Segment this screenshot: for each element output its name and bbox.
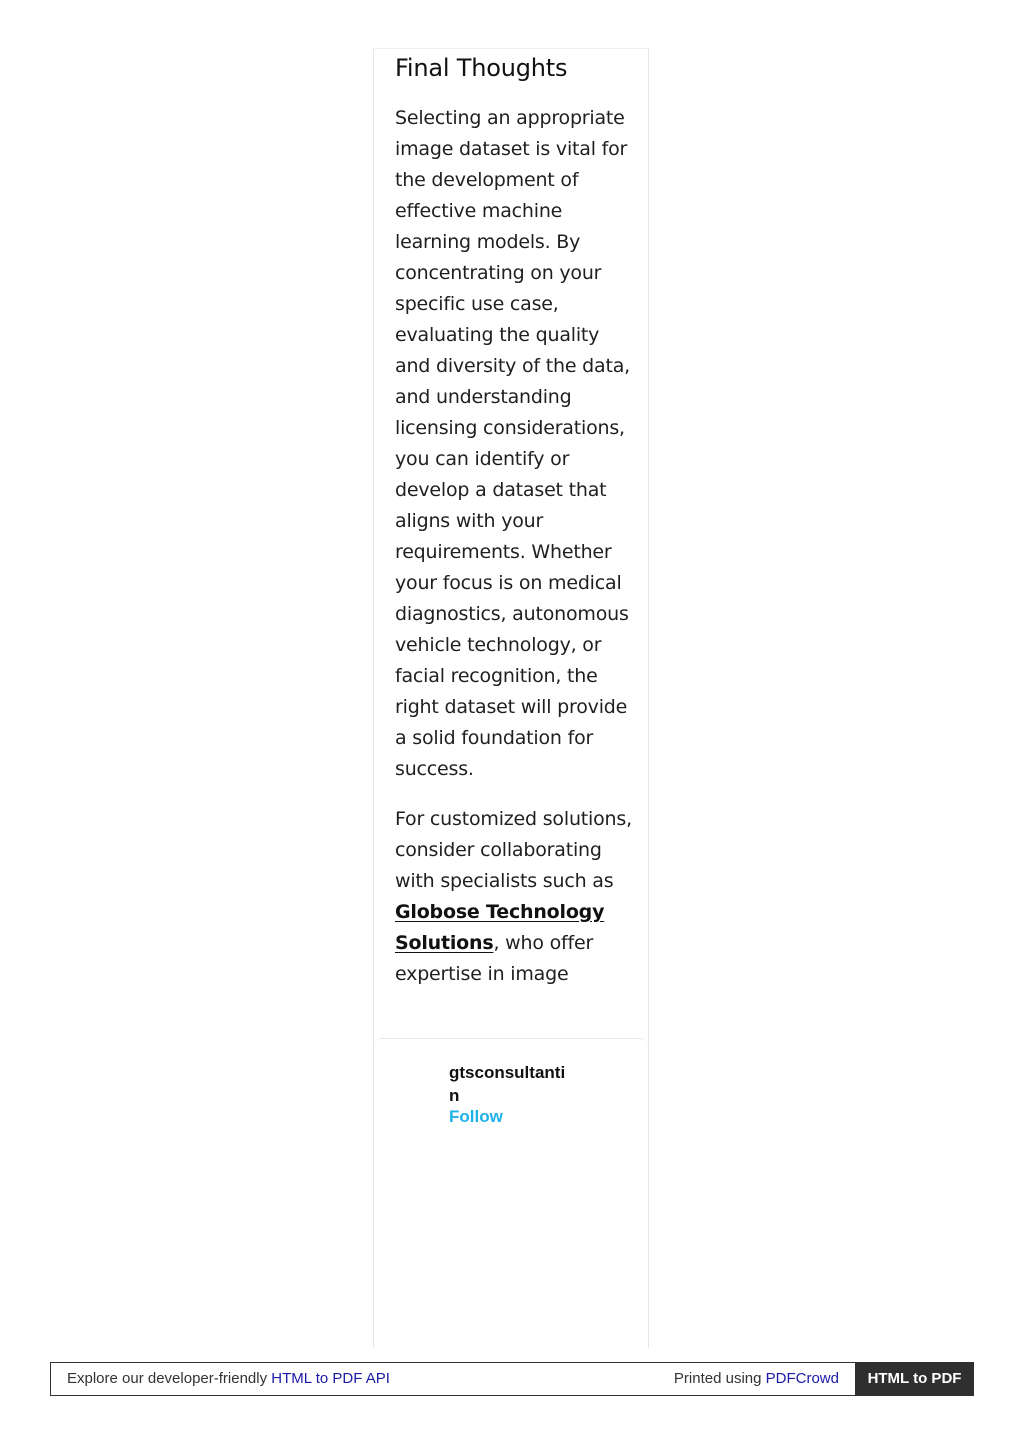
follow-button[interactable]: Follow	[449, 1107, 503, 1126]
article-paragraph	[395, 804, 635, 990]
article-paragraph: Selecting an appropriate image dataset is vital for the development of effective machine learning models. By concentrating on your specific use case, evaluating the quality and diversity of the data, and understanding licensing considerations, you can identify or develop a dataset that aligns with your requirements. Whether your focus is on medical diagnostics, autonomous vehicle technology, or facial recognition, the right dataset will provide a solid foundation for success.	[395, 107, 630, 780]
footer-text: Explore our developer-friendly	[67, 1370, 272, 1387]
html-to-pdf-badge[interactable]: HTML to PDF	[855, 1362, 974, 1396]
globose-technology-link[interactable]: Globose Technology Solutions	[395, 901, 605, 954]
paragraph-text: For customized solutions, consider collaborating with specialists such as	[395, 808, 632, 892]
footer-left-text	[67, 1363, 390, 1395]
pdfcrowd-link[interactable]: PDFCrowd	[765, 1370, 839, 1387]
article-content	[395, 49, 635, 990]
html-to-pdf-api-link[interactable]: HTML to PDF API	[271, 1370, 390, 1387]
author-name[interactable]: gtsconsultantin	[449, 1063, 566, 1105]
paragraph-text: , who offer expertise in image	[395, 932, 594, 985]
footer-text: Printed using	[673, 1370, 766, 1387]
author-box	[374, 1038, 648, 1348]
section-heading: Final Thoughts	[395, 54, 568, 82]
pdf-footer-bar	[50, 1362, 974, 1396]
footer-right-text	[674, 1363, 839, 1395]
article-card	[373, 48, 649, 1348]
